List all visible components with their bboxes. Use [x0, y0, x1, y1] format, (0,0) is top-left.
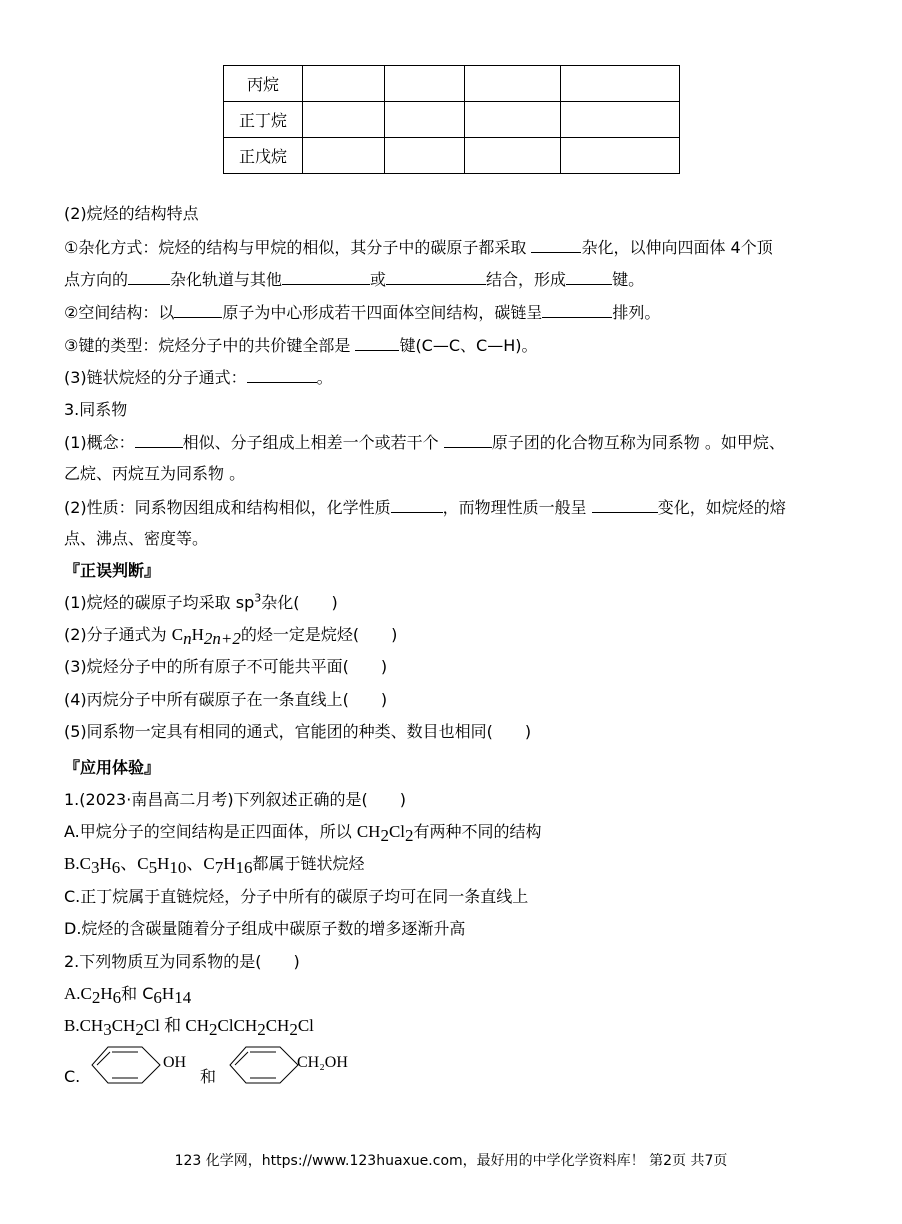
paragraph-line: 点方向的 杂化轨道与其他 或 结合，形成 键。: [64, 270, 645, 289]
fill-blank: [247, 366, 317, 383]
ch2oh-label: CH₂OH: [297, 1054, 348, 1071]
question-option: C.正丁烷属于直链烷烃，分子中所有的碳原子均可在同一条直线上: [64, 887, 529, 906]
paragraph-line: 乙烷、丙烷互为同系物 。: [64, 464, 246, 483]
table-cell: [303, 102, 385, 138]
table-row: [224, 66, 680, 102]
hydroxyl-label: OH: [163, 1054, 187, 1071]
table-cell-name: 正戊烷: [224, 138, 303, 174]
question-option: $A.C_2H_6$和 $C_6H_{14}$: [64, 984, 192, 1008]
judgement-item: (4)丙烷分子中所有碳原子在一条直线上( ): [64, 690, 388, 709]
table-cell: [561, 138, 680, 174]
paragraph-line: (1)概念： 相似、分子组成上相差一个或若干个 原子团的化合物互称为同系物 。如甲烷、: [64, 433, 785, 452]
section-heading: 3.同系物: [64, 400, 128, 419]
section-heading: 『应用体验』: [64, 758, 161, 777]
judgement-item: (1)烷烃的碳原子均采取 $sp^3$杂化( ): [64, 591, 338, 612]
fill-blank: [355, 334, 399, 351]
table-cell: [385, 102, 465, 138]
question-option: A.甲烷分子的空间结构是正四面体，所以 $CH_2Cl_2$有两种不同的结构: [64, 822, 542, 846]
table-cell: [465, 66, 561, 102]
paragraph-line: ③键的类型：烷烃分子中的共价键全部是 键(C—C、C—H)。: [64, 336, 538, 355]
benzyl-alcohol-ring-icon: [228, 1045, 304, 1085]
fill-blank: [391, 496, 443, 513]
fill-blank: [531, 236, 581, 253]
judgement-item: (2)分子通式为 $C_nH_{2n+2}$的烃一定是烷烃( ): [64, 625, 398, 649]
section-heading: (2)烷烃的结构特点: [64, 204, 199, 223]
table-cell: [561, 66, 680, 102]
table-row: [224, 138, 680, 174]
table-row: [224, 102, 680, 138]
and-connector: 和: [200, 1067, 217, 1086]
question-option: D.烷烃的含碳量随着分子组成中碳原子数的增多逐渐升高: [64, 919, 466, 938]
alkane-table: [223, 65, 680, 174]
table-cell: [385, 66, 465, 102]
table-cell: [465, 102, 561, 138]
judgement-item: (3)烷烃分子中的所有原子不可能共平面( ): [64, 657, 388, 676]
judgement-item: (5)同系物一定具有相同的通式，官能团的种类、数目也相同( ): [64, 722, 532, 741]
fill-blank: [386, 268, 486, 285]
table-cell: [561, 102, 680, 138]
paragraph-line: ②空间结构：以 原子为中心形成若干四面体空间结构，碳链呈 排列。: [64, 303, 661, 322]
table-cell: [303, 138, 385, 174]
fill-blank: [174, 301, 222, 318]
fill-blank: [128, 268, 170, 285]
table-cell-name: 正丁烷: [224, 102, 303, 138]
fill-blank: [542, 301, 612, 318]
question: 1.(2023·南昌高二月考)下列叙述正确的是( ): [64, 790, 407, 809]
phenol-ring-icon: [90, 1045, 166, 1085]
option-c-label: C.: [64, 1067, 81, 1086]
paragraph-line: (3)链状烷烃的分子通式： 。: [64, 368, 333, 387]
section-heading: 『正误判断』: [64, 561, 161, 580]
table-cell: [303, 66, 385, 102]
question-option: $B.CH_3CH_2Cl$ 和 $CH_2ClCH_2CH_2Cl$: [64, 1016, 314, 1040]
table-cell: [385, 138, 465, 174]
paragraph-line: ①杂化方式：烷烃的结构与甲烷的相似，其分子中的碳原子都采取 杂化，以伸向四面体 4个顶: [64, 238, 773, 257]
fill-blank: [592, 496, 658, 513]
fill-blank: [135, 431, 183, 448]
fill-blank: [282, 268, 370, 285]
fill-blank: [566, 268, 612, 285]
fill-blank: [444, 431, 492, 448]
page-footer: 123 化学网，https://www.123huaxue.com，最好用的中学化学资料库！ 第2页 共7页: [174, 1153, 728, 1169]
table-cell: [465, 138, 561, 174]
paragraph-line: (2)性质：同系物因组成和结构相似，化学性质 ，而物理性质一般呈 变化，如烷烃的熔: [64, 498, 786, 517]
paragraph-line: 点、沸点、密度等。: [64, 529, 209, 548]
question: 2.下列物质互为同系物的是( ): [64, 952, 300, 971]
question-option: $B.C_3H_6$、$C_5H_{10}$、$C_7H_{16}$都属于链状烷烃: [64, 854, 365, 878]
table-cell-name: 丙烷: [224, 66, 303, 102]
